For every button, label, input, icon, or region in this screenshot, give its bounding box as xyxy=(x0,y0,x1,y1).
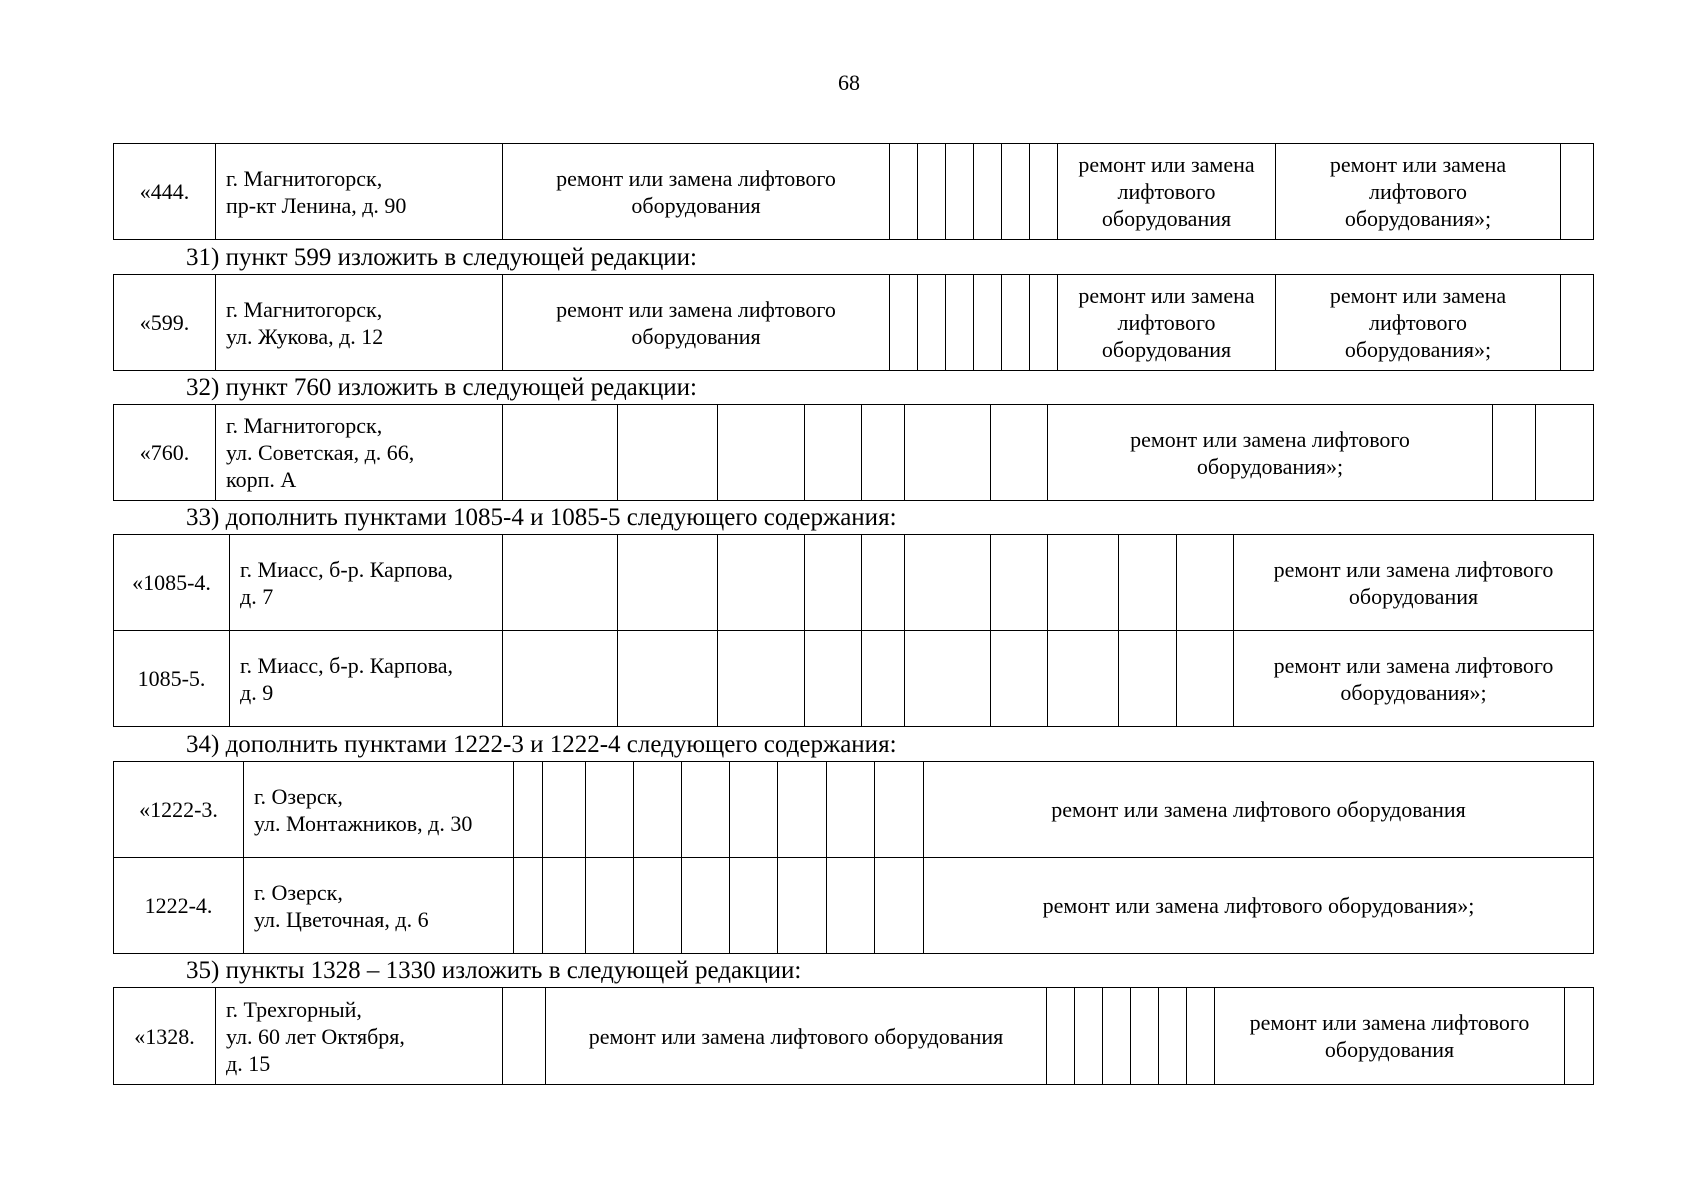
work-cell: ремонт или замена лифтового оборудования xyxy=(1058,275,1276,371)
empty-cell xyxy=(890,144,918,240)
empty-cell xyxy=(991,405,1048,501)
address-cell: г. Магнитогорск, пр-кт Ленина, д. 90 xyxy=(216,144,503,240)
empty-cell xyxy=(805,405,862,501)
row-number: «1085-4. xyxy=(114,535,230,631)
row-number: 1085-5. xyxy=(114,631,230,727)
empty-cell xyxy=(618,405,718,501)
work-cell: ремонт или замена лифтового оборудования»; xyxy=(1234,631,1594,727)
table-row xyxy=(114,405,1594,501)
empty-cell xyxy=(1119,631,1177,727)
work-cell: ремонт или замена лифтового оборудования»; xyxy=(1276,275,1561,371)
empty-cell xyxy=(1561,144,1594,240)
empty-cell xyxy=(586,762,634,858)
work-cell: ремонт или замена лифтового оборудования xyxy=(1234,535,1594,631)
row-number: «1328. xyxy=(114,988,216,1085)
empty-cell xyxy=(1048,535,1119,631)
empty-cell xyxy=(805,631,862,727)
empty-cell xyxy=(718,631,805,727)
empty-cell xyxy=(682,858,730,954)
instruction-33: 33) дополнить пунктами 1085-4 и 1085-5 следующего содержания: xyxy=(186,504,897,531)
table-row xyxy=(114,762,1594,858)
empty-cell xyxy=(1119,535,1177,631)
empty-cell xyxy=(634,762,682,858)
empty-cell xyxy=(1103,988,1131,1085)
empty-cell xyxy=(543,858,586,954)
work-cell: ремонт или замена лифтового оборудования»; xyxy=(924,858,1594,954)
empty-cell xyxy=(1030,275,1058,371)
empty-cell xyxy=(1177,631,1234,727)
empty-cell xyxy=(730,762,778,858)
empty-cell xyxy=(618,535,718,631)
work-cell: ремонт или замена лифтового оборудования»; xyxy=(1048,405,1493,501)
empty-cell xyxy=(718,405,805,501)
empty-cell xyxy=(778,762,827,858)
empty-cell xyxy=(503,631,618,727)
empty-cell xyxy=(991,631,1048,727)
address-cell: г. Миасс, б-р. Карпова, д. 9 xyxy=(230,631,503,727)
table-row xyxy=(114,144,1594,240)
address-cell: г. Трехгорный, ул. 60 лет Октября, д. 15 xyxy=(216,988,503,1085)
address-cell: г. Озерск, ул. Монтажников, д. 30 xyxy=(244,762,514,858)
page-number: 68 xyxy=(838,70,860,95)
address-cell: г. Магнитогорск, ул. Жукова, д. 12 xyxy=(216,275,503,371)
empty-cell xyxy=(974,144,1002,240)
empty-cell xyxy=(827,762,875,858)
empty-cell xyxy=(862,631,905,727)
empty-cell xyxy=(618,631,718,727)
empty-cell xyxy=(1075,988,1103,1085)
work-cell: ремонт или замена лифтового оборудования xyxy=(1215,988,1565,1085)
instruction-35: 35) пункты 1328 – 1330 изложить в следующей редакции: xyxy=(186,957,802,984)
empty-cell xyxy=(905,631,991,727)
empty-cell xyxy=(514,858,543,954)
address-cell: г. Озерск, ул. Цветочная, д. 6 xyxy=(244,858,514,954)
empty-cell xyxy=(918,144,946,240)
empty-cell xyxy=(890,275,918,371)
instruction-32: 32) пункт 760 изложить в следующей редакции: xyxy=(186,374,697,401)
table-row xyxy=(114,535,1594,631)
empty-cell xyxy=(503,988,546,1085)
table-row xyxy=(114,631,1594,727)
empty-cell xyxy=(718,535,805,631)
table-row xyxy=(114,858,1594,954)
empty-cell xyxy=(1536,405,1594,501)
table-row xyxy=(114,988,1594,1085)
empty-cell xyxy=(974,275,1002,371)
instruction-34: 34) дополнить пунктами 1222-3 и 1222-4 следующего содержания: xyxy=(186,731,897,758)
empty-cell xyxy=(905,405,991,501)
empty-cell xyxy=(918,275,946,371)
work-cell: ремонт или замена лифтового оборудования xyxy=(924,762,1594,858)
empty-cell xyxy=(875,858,924,954)
empty-cell xyxy=(1565,988,1594,1085)
empty-cell xyxy=(1047,988,1075,1085)
empty-cell xyxy=(991,535,1048,631)
empty-cell xyxy=(862,405,905,501)
table-row xyxy=(114,275,1594,371)
address-cell: г. Магнитогорск, ул. Советская, д. 66, корп. А xyxy=(216,405,503,501)
address-cell: г. Миасс, б-р. Карпова, д. 7 xyxy=(230,535,503,631)
empty-cell xyxy=(543,762,586,858)
empty-cell xyxy=(1002,275,1030,371)
empty-cell xyxy=(778,858,827,954)
table-section-444 xyxy=(113,143,1594,240)
empty-cell xyxy=(875,762,924,858)
empty-cell xyxy=(805,535,862,631)
empty-cell xyxy=(682,762,730,858)
empty-cell xyxy=(1493,405,1536,501)
empty-cell xyxy=(905,535,991,631)
table-section-599 xyxy=(113,274,1594,371)
empty-cell xyxy=(730,858,778,954)
table-section-760 xyxy=(113,404,1594,501)
empty-cell xyxy=(946,144,974,240)
empty-cell xyxy=(1048,631,1119,727)
work-cell: ремонт или замена лифтового оборудования xyxy=(503,275,890,371)
table-section-1328 xyxy=(113,987,1594,1085)
empty-cell xyxy=(1159,988,1187,1085)
empty-cell xyxy=(514,762,543,858)
row-number: «760. xyxy=(114,405,216,501)
row-number: «599. xyxy=(114,275,216,371)
empty-cell xyxy=(503,405,618,501)
empty-cell xyxy=(1002,144,1030,240)
table-section-1085 xyxy=(113,534,1594,727)
empty-cell xyxy=(503,535,618,631)
table-section-1222 xyxy=(113,761,1594,954)
empty-cell xyxy=(586,858,634,954)
work-cell: ремонт или замена лифтового оборудования xyxy=(1058,144,1276,240)
empty-cell xyxy=(1561,275,1594,371)
empty-cell xyxy=(862,535,905,631)
empty-cell xyxy=(1177,535,1234,631)
empty-cell xyxy=(1131,988,1159,1085)
work-cell: ремонт или замена лифтового оборудования»; xyxy=(1276,144,1561,240)
instruction-31: 31) пункт 599 изложить в следующей редакции: xyxy=(186,244,697,271)
empty-cell xyxy=(634,858,682,954)
work-cell: ремонт или замена лифтового оборудования xyxy=(503,144,890,240)
row-number: «1222-3. xyxy=(114,762,244,858)
row-number: «444. xyxy=(114,144,216,240)
row-number: 1222-4. xyxy=(114,858,244,954)
empty-cell xyxy=(827,858,875,954)
work-cell: ремонт или замена лифтового оборудования xyxy=(546,988,1047,1085)
empty-cell xyxy=(946,275,974,371)
empty-cell xyxy=(1030,144,1058,240)
empty-cell xyxy=(1187,988,1215,1085)
